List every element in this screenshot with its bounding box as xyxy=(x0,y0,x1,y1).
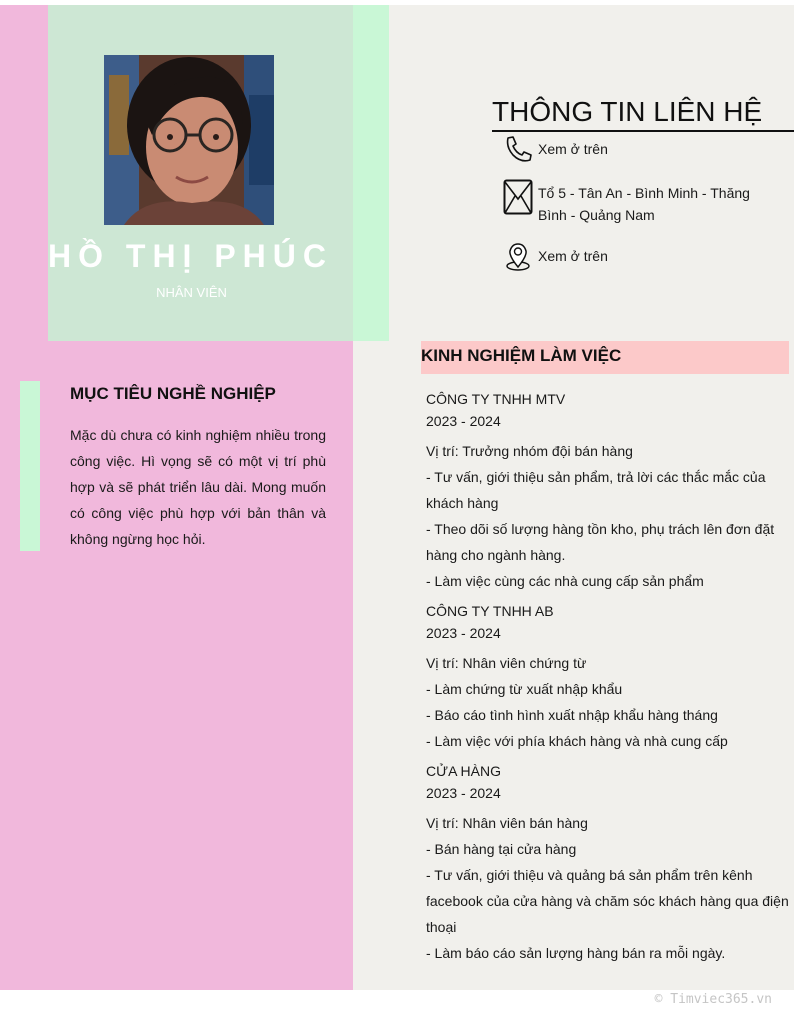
job-company: CÔNG TY TNHH AB xyxy=(426,603,554,619)
contact-website: Xem ở trên xyxy=(538,248,608,264)
objective-title: MỤC TIÊU NGHỀ NGHIỆP xyxy=(70,384,276,403)
job-line: - Bán hàng tại cửa hàng xyxy=(426,841,577,857)
objective-accent-bar xyxy=(20,381,40,551)
accent-strip xyxy=(353,5,389,341)
job-entry xyxy=(426,388,790,594)
job-period: 2023 - 2024 xyxy=(426,625,501,641)
job-company: CÔNG TY TNHH MTV xyxy=(426,391,566,407)
job-line: - Làm báo cáo sản lượng hàng bán ra mỗi ngày. xyxy=(426,945,726,961)
experience-title: KINH NGHIỆM LÀM VIỆC xyxy=(421,346,622,365)
job-period: 2023 - 2024 xyxy=(426,413,501,429)
contact-divider xyxy=(492,130,794,132)
contact-phone: Xem ở trên xyxy=(538,141,608,157)
job-period: 2023 - 2024 xyxy=(426,785,501,801)
experience-list xyxy=(426,388,790,972)
location-pin-icon xyxy=(503,242,533,272)
contact-title: THÔNG TIN LIÊN HỆ xyxy=(492,96,763,127)
job-line: - Tư vấn, giới thiệu và quảng bá sản phẩm trên kênh facebook của cửa hàng và chăm sóc khách hàng qua điện thoại xyxy=(426,867,789,935)
job-line: Vị trí: Trưởng nhóm đội bán hàng xyxy=(426,443,633,459)
job-line: - Làm chứng từ xuất nhập khẩu xyxy=(426,681,623,697)
contact-address: Tổ 5 - Tân An - Bình Minh - Thăng Bình - Quảng Nam xyxy=(538,185,750,223)
candidate-name: HỒ THỊ PHÚC xyxy=(48,238,333,274)
job-line: Vị trí: Nhân viên chứng từ xyxy=(426,655,587,671)
job-line: - Làm việc cùng các nhà cung cấp sản phẩm xyxy=(426,573,704,589)
job-company: CỬA HÀNG xyxy=(426,763,501,779)
candidate-role: NHÂN VIÊN xyxy=(156,285,227,300)
envelope-icon xyxy=(503,179,533,215)
job-line: - Báo cáo tình hình xuất nhập khẩu hàng tháng xyxy=(426,707,718,723)
job-line: - Tư vấn, giới thiệu sản phẩm, trả lời các thắc mắc của khách hàng xyxy=(426,469,766,511)
watermark: © Timviec365.vn xyxy=(654,992,772,1007)
job-entry xyxy=(426,760,790,966)
job-entry xyxy=(426,600,790,754)
job-line: Vị trí: Nhân viên bán hàng xyxy=(426,815,588,831)
job-line: - Theo dõi số lượng hàng tồn kho, phụ trách lên đơn đặt hàng cho ngành hàng. xyxy=(426,521,775,563)
phone-icon xyxy=(503,134,533,164)
objective-text: Mặc dù chưa có kinh nghiệm nhiều trong công việc. Hì vọng sẽ có một vị trí phù hợp và sẽ phát triển lâu dài. Mong muốn có công việc phù hợp với bản thân và không ngừng học hỏi. xyxy=(70,427,326,547)
profile-photo xyxy=(104,55,274,225)
job-line: - Làm việc với phía khách hàng và nhà cung cấp xyxy=(426,733,728,749)
